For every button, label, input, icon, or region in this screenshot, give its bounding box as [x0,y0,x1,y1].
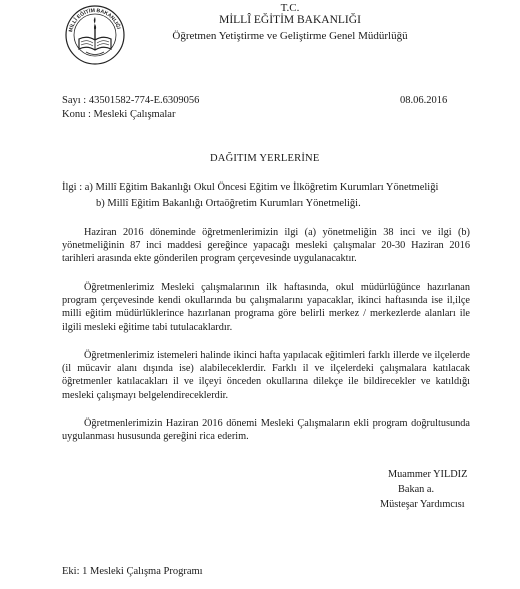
header-directorate: Öğretmen Yetiştirme ve Geliştirme Genel Müdürlüğü [172,30,408,42]
svg-text:MİLLÎ EĞİTİM BAKANLIĞI: MİLLÎ EĞİTİM BAKANLIĞI [68,7,122,33]
document-date: 08.06.2016 [400,95,448,106]
header-ministry: MİLLÎ EĞİTİM BAKANLIĞI [219,14,361,26]
addressee-heading: DAĞITIM YERLERİNE [210,153,320,164]
document-number: Sayı : 43501582-774-E.6309056 [62,95,200,106]
signatory-name: Muammer YILDIZ [388,469,468,480]
ministry-seal-logo [64,4,126,66]
document-subject: Konu : Mesleki Çalışmalar [62,109,176,120]
attachment-note: Eki: 1 Mesleki Çalışma Programı [62,566,203,577]
signatory-on-behalf: Bakan a. [398,484,435,495]
signatory-title: Müsteşar Yardımcısı [380,499,465,510]
reference-a: İlgi : a) Millî Eğitim Bakanlığı Okul Öncesi Eğitim ve İlköğretim Kurumları Yönetmeliği [62,182,439,193]
body-paragraph: Öğretmenlerimiz istemeleri halinde ikinci hafta yapılacak eğitimleri farklı illerde ve ilçelerde (il mücavir alanı dışında ise) alabileceklerdir. Farklı il ve ilçelerdeki çalışmalara katılacak öğretmenler katılacakları il ve ilçeyi önceden okullarına dilekçe ile bildirecekler ve katıldığı mesleki çalışmayı belgelendireceklerdir. [62,350,470,401]
body-paragraph: Öğretmenlerimiz Mesleki çalışmalarının ilk haftasında, okul müdürlüğünce hazırlanan program çerçevesinde kendi okullarında bu çalışmalarını yapacaklar, ikinci haftasında ise il,ilçe milli eğitim müdürlüklerince hazırlanan programa göre belirli merkez / merkezlerde alanları ile ilgili mesleki eğitime tabi tutulacaklardır. [62,282,470,333]
body-paragraph: Haziran 2016 döneminde öğretmenlerimizin ilgi (a) yönetmeliğin 38 inci ve ilgi (b) yönetmeliğinin 87 inci maddesi gereğince yapacağı mesleki çalışmalar 20-30 Haziran 2016 tarihleri arasında ekte gönderilen program çerçevesinde uygulanacaktır. [62,227,470,265]
reference-b: b) Millî Eğitim Bakanlığı Ortaöğretim Kurumları Yönetmeliği. [96,198,361,209]
header-tc: T.C. [280,2,300,14]
reference-block [62,180,438,212]
body-paragraph: Öğretmenlerimizin Haziran 2016 dönemi Mesleki Çalışmaların ekli program doğrultusunda uygulanması hususunda gereğini rica ederim. [62,418,470,443]
